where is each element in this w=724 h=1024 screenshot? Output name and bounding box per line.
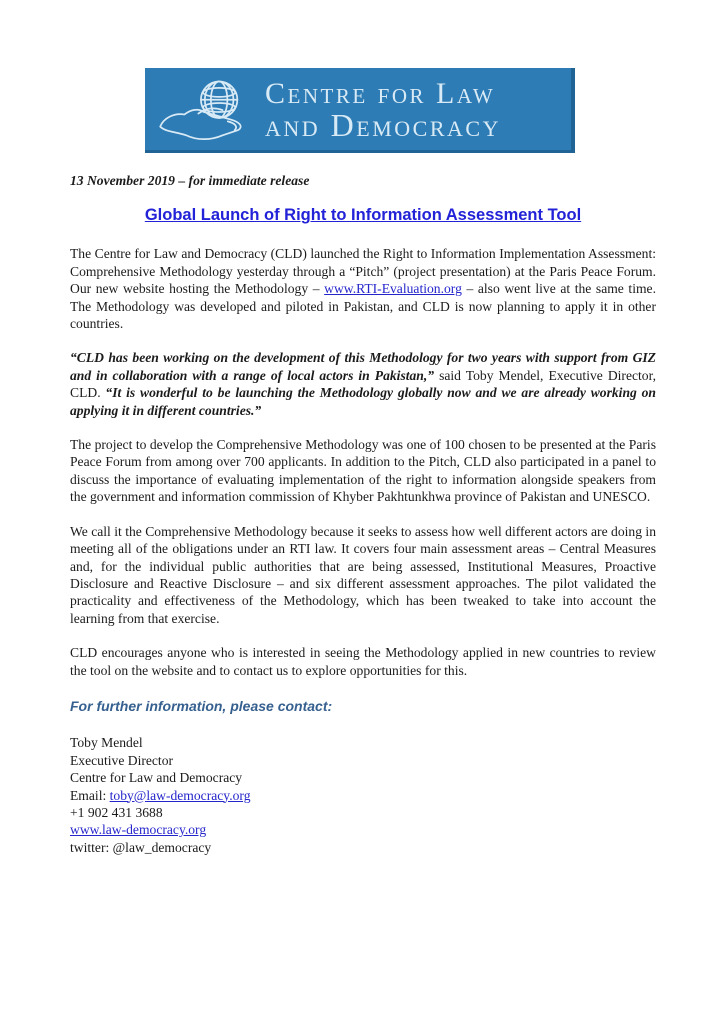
contact-role: Executive Director: [70, 752, 174, 768]
website-link[interactable]: www.law-democracy.org: [70, 822, 207, 838]
logo-line-2: and Democracy: [265, 107, 501, 144]
release-dateline: 13 November 2019 – for immediate release: [70, 173, 310, 188]
contact-twitter: twitter: @law_democracy: [70, 839, 212, 855]
paragraph-encourage: CLD encourages anyone who is interested in seeing the Methodology applied in new countries to review the tool on the website and to contact us to explore opportunities for this.: [70, 645, 656, 678]
paragraph-methodology: We call it the Comprehensive Methodology because it seeks to assess how well different actors are doing in meeting all of the obligations under an RTI law. It covers four main assessment areas – Central Measures and, for the individual public authorities that are being assessed, Institutional Measures, Proactive Disclosure and Reactive Disclosure – and six different assessment approaches. The pilot validated the practicality and effectiveness of the Methodology, which has been tweaked to take into account the learning from that exercise.: [70, 523, 656, 626]
paragraph-launch-text-after: – also went live at the same time. The Methodology was developed and piloted in Pakistan, and CLD is now planning to apply it in other countries.: [70, 281, 656, 332]
contact-org: Centre for Law and Democracy: [70, 770, 243, 786]
document-body: [70, 172, 656, 856]
cld-logo-banner: [145, 68, 575, 153]
paragraph-launch: [70, 245, 656, 332]
quote-attribution: said Toby Mendel, Executive Director, CLD.: [70, 367, 656, 401]
hand-holding-globe-icon: [155, 72, 259, 150]
contact-website-line: [70, 821, 656, 838]
contact-phone: +1 902 431 3688: [70, 804, 163, 820]
logo-wordmark: [265, 78, 501, 143]
contact-block: [70, 734, 656, 856]
email-label: Email:: [70, 787, 110, 803]
logo-line-1: Centre for Law: [265, 76, 496, 110]
contact-email-line: [70, 787, 656, 804]
press-release-title: Global Launch of Right to Information Assessment Tool: [144, 206, 582, 225]
contact-name: Toby Mendel: [70, 735, 143, 751]
quote-part-1: “CLD has been working on the development of this Methodology for two years with support from GIZ and in collaboration with a range of local actors in Pakistan,”: [70, 350, 656, 383]
paragraph-launch-text-before: The Centre for Law and Democracy (CLD) launched the Right to Information Implementation Assessment: Comprehensive Methodology yesterday through a “Pitch” (project presentation) at the Paris Peace Forum. Our new website hosting the Methodology –: [70, 246, 656, 297]
quote-part-2: “It is wonderful to be launching the Methodology globally now and we are already working on applying it in different countries.”: [70, 385, 656, 418]
paragraph-project: The project to develop the Comprehensive Methodology was one of 100 chosen to be presented at the Paris Peace Forum from among over 700 applicants. In addition to the Pitch, CLD also participated in a panel to discuss the importance of evaluating implementation of the right to information alongside speakers from the government and information commission of Khyber Pakhtunkhwa province of Pakistan and UNESCO.: [70, 437, 656, 505]
contact-heading: For further information, please contact:: [70, 697, 333, 714]
paragraph-quote: [70, 349, 656, 419]
email-link[interactable]: toby@law-democracy.org: [109, 787, 251, 803]
rti-evaluation-link[interactable]: www.RTI-Evaluation.org: [324, 281, 462, 297]
